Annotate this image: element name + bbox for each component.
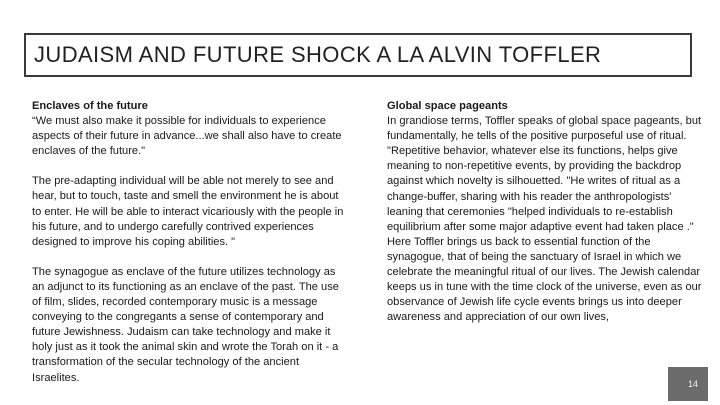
left-column bbox=[32, 99, 344, 386]
page-number-box bbox=[668, 367, 708, 401]
right-column-heading: Global space pageants bbox=[387, 100, 508, 112]
title-box bbox=[24, 33, 692, 77]
page-number: 14 bbox=[687, 379, 698, 389]
slide-title: JUDAISM AND FUTURE SHOCK A LA ALVIN TOFFLER bbox=[34, 42, 602, 67]
paragraph-gap bbox=[32, 250, 344, 265]
left-paragraph-2: The pre-adapting individual will be able not merely to see and hear, but to touch, taste and smell the environment he is about to enter. He will be able to interact vicariously with the people in his future, and to undergo carefully contrived experiences designed to improve his coping abilities. " bbox=[32, 175, 344, 248]
left-paragraph-1: “We must also make it possible for individuals to experience aspects of their future in advance...we shall also have to create enclaves of the future." bbox=[32, 115, 342, 158]
right-paragraph-1: In grandiose terms, Toffler speaks of global space pageants, but fundamentally, he tells of the positive purposeful use of ritual. "Repetitive behavior, whatever else its functions, helps give meaning to non-repetitive events, by providing the backdrop against which novelty is silhouetted. "He writes of ritual as a change-buffer, sharing with his reader the anthropologists' leaning that ceremonies "helped individuals to re-establish equilibrium after some major adaptive event had taken place ." bbox=[387, 115, 702, 233]
paragraph-gap bbox=[32, 159, 344, 174]
left-column-heading: Enclaves of the future bbox=[32, 100, 148, 112]
left-paragraph-3: The synagogue as enclave of the future utilizes technology as an adjunct to its functioning as an enclave of the past. The use of film, slides, recorded contemporary music is a message conveying to the congregants a sense of contemporary and future Jewishness. Judaism can take technology and make it holy just as it took the animal skin and wrote the Torah on it - a transformation of the secular technology of the ancient Israelites. bbox=[32, 265, 339, 384]
right-column bbox=[387, 99, 705, 325]
right-paragraph-2: Here Toffler brings us back to essential function of the synagogue, that of being the sanctuary of Israel in which we celebrate the meaningful ritual of our lives. The Jewish calendar keeps us in tune with the time clock of the universe, even as our observance of Jewish life cycle events brings us into deeper awareness and appreciation of our own lives, bbox=[387, 235, 702, 324]
